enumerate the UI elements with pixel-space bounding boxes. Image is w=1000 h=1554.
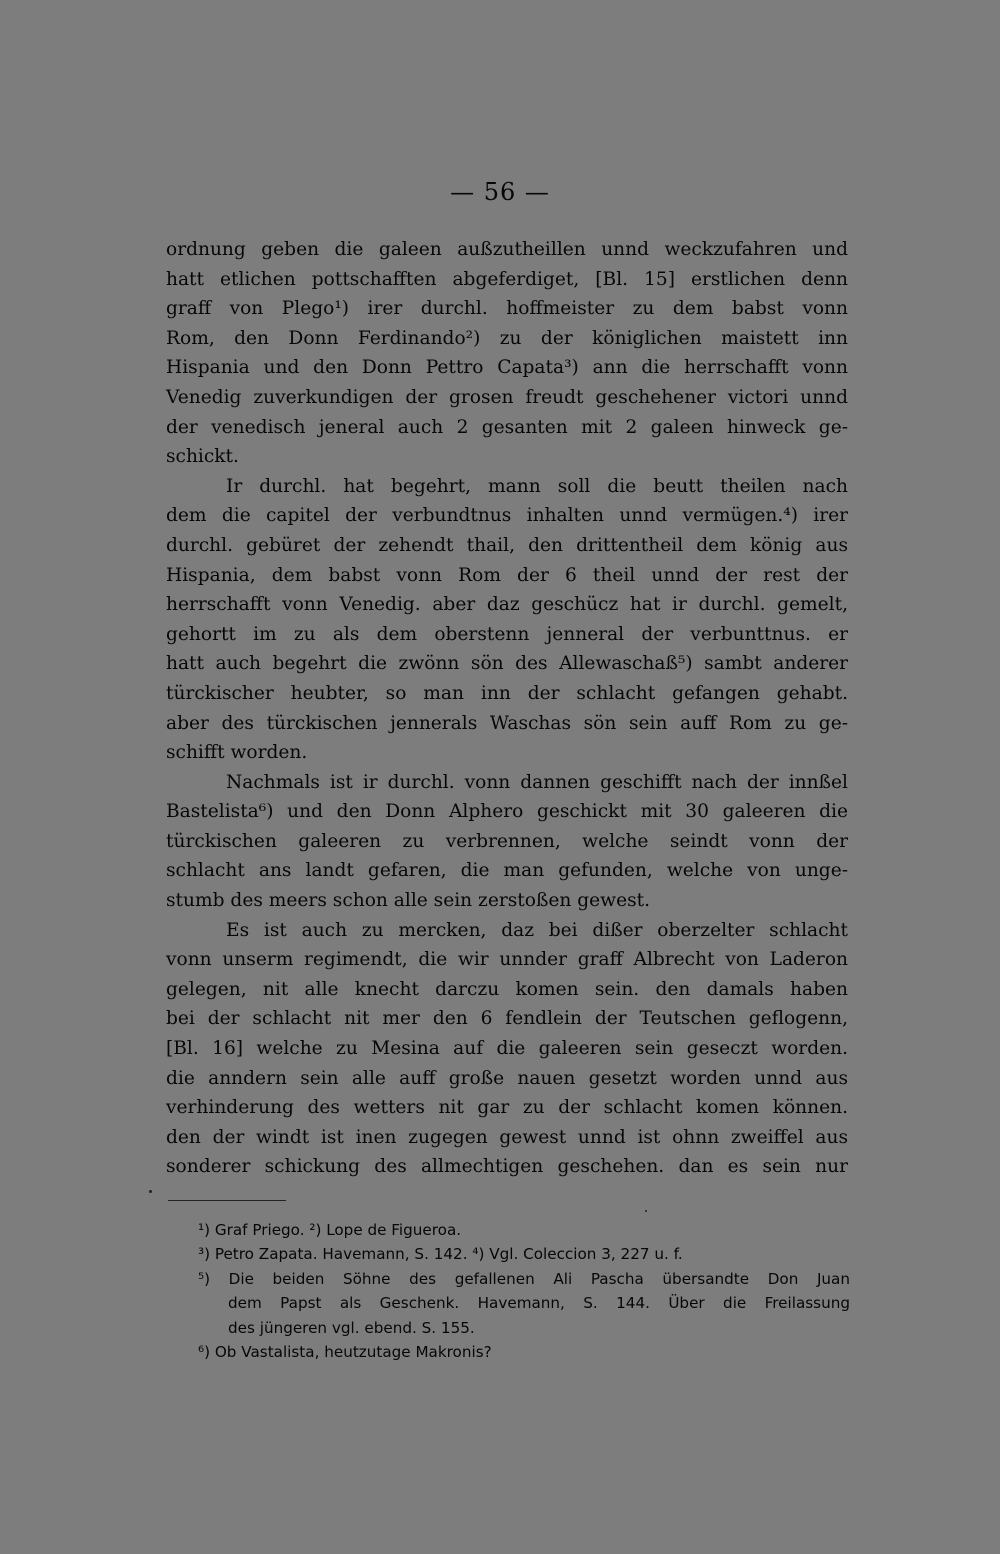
body-line: den der windt ist inen zugegen gewest unnd ist ohnn zweiffel aus (166, 1126, 848, 1148)
body-line: gehortt im zu als dem oberstenn jenneral der verbunttnus. er (166, 623, 848, 645)
stray-dot (149, 1190, 152, 1193)
body-line: Ir durchl. hat begehrt, mann soll die beutt theilen nach (226, 475, 848, 497)
footnotes (198, 1218, 850, 1364)
page-number: — 56 — (450, 178, 550, 206)
body-line: dem die capitel der verbundtnus inhalten unnd vermügen.⁴) irer (166, 505, 848, 527)
body-line: Hispania, dem babst vonn Rom der 6 theil unnd der rest der (166, 564, 848, 586)
body-line: Es ist auch zu mercken, daz bei dißer oberzelter schlacht (226, 919, 848, 941)
body-line: Nachmals ist ir durchl. vonn dannen geschifft nach der innßel (226, 771, 848, 793)
body-line: ordnung geben die galeen außzutheillen unnd weckzufahren und (166, 239, 848, 260)
body-line: verhinderung des wetters nit gar zu der schlacht komen können. (166, 1097, 848, 1119)
footnote-line: des jüngeren vgl. ebend. S. 155. (228, 1318, 475, 1337)
footnote-line: ³) Petro Zapata. Havemann, S. 142. ⁴) Vgl. Coleccion 3, 227 u. f. (198, 1245, 683, 1264)
body-line: herrschafft vonn Venedig. aber daz geschücz hat ir durchl. gemelt, (166, 594, 848, 616)
body-line: Hispania und den Donn Pettro Capata³) ann die herrschafft vonn (166, 357, 848, 379)
body-line: graff von Plego¹) irer durchl. hoffmeister zu dem babst vonn (166, 298, 848, 320)
body-line: gelegen, nit alle knecht darczu komen sein. den damals haben (166, 978, 848, 1000)
body-line: Venedig zuverkundigen der grosen freudt geschehener victori unnd (166, 386, 848, 408)
body-line: aber des türckischen jennerals Waschas sön sein auff Rom zu ge- (166, 712, 848, 734)
footnote-line: ⁵) Die beiden Söhne des gefallenen Ali Pascha übersandte Don Juan (198, 1269, 850, 1288)
body-line: sonderer schickung des allmechtigen geschehen. dan es sein nur (166, 1156, 848, 1178)
footnote-rule (168, 1200, 286, 1201)
body-line: hatt etlichen pottschafften abgeferdiget, [Bl. 15] erstlichen denn (166, 268, 848, 290)
footnote-line: dem Papst als Geschenk. Havemann, S. 144. Über die Freilassung (228, 1294, 850, 1313)
body-line: türckischen galeeren zu verbrennen, welche seindt vonn der (166, 830, 848, 852)
body-line: schlacht ans landt gefaren, die man gefunden, welche von unge- (166, 860, 848, 882)
body-line: der venedisch jeneral auch 2 gesanten mit 2 galeen hinweck ge- (166, 416, 848, 438)
body-line: stumb des meers schon alle sein zerstoßen gewest. (166, 890, 651, 912)
body-line: bei der schlacht nit mer den 6 fendlein der Teutschen geflogenn, (166, 1008, 848, 1030)
body-line: vonn unserm regimendt, die wir unnder graff Albrecht von Laderon (166, 949, 848, 971)
body-line: türckischer heubter, so man inn der schlacht gefangen gehabt. (166, 682, 848, 704)
footnote-line: ⁶) Ob Vastalista, heutzutage Makronis? (198, 1342, 492, 1361)
body-line: Bastelista⁶) und den Donn Alphero geschickt mit 30 galeeren die (166, 801, 848, 823)
body-line: schifft worden. (166, 742, 308, 764)
body-line: durchl. gebüret der zehendt thail, den drittentheil dem könig aus (166, 534, 848, 556)
body-line: hatt auch begehrt die zwönn sön des Allewaschaß⁵) sambt anderer (166, 653, 848, 675)
body-line: Rom, den Donn Ferdinando²) zu der königlichen maistett inn (166, 327, 848, 349)
stray-dot (645, 1210, 647, 1212)
footnote-line: ¹) Graf Priego. ²) Lope de Figueroa. (198, 1221, 462, 1239)
body-line: [Bl. 16] welche zu Mesina auf die galeeren sein geseczt worden. (166, 1038, 848, 1060)
body-line: schickt. (166, 446, 239, 468)
body-text (166, 235, 848, 1182)
body-line: die anndern sein alle auff große nauen gesetzt worden unnd aus (166, 1067, 848, 1089)
